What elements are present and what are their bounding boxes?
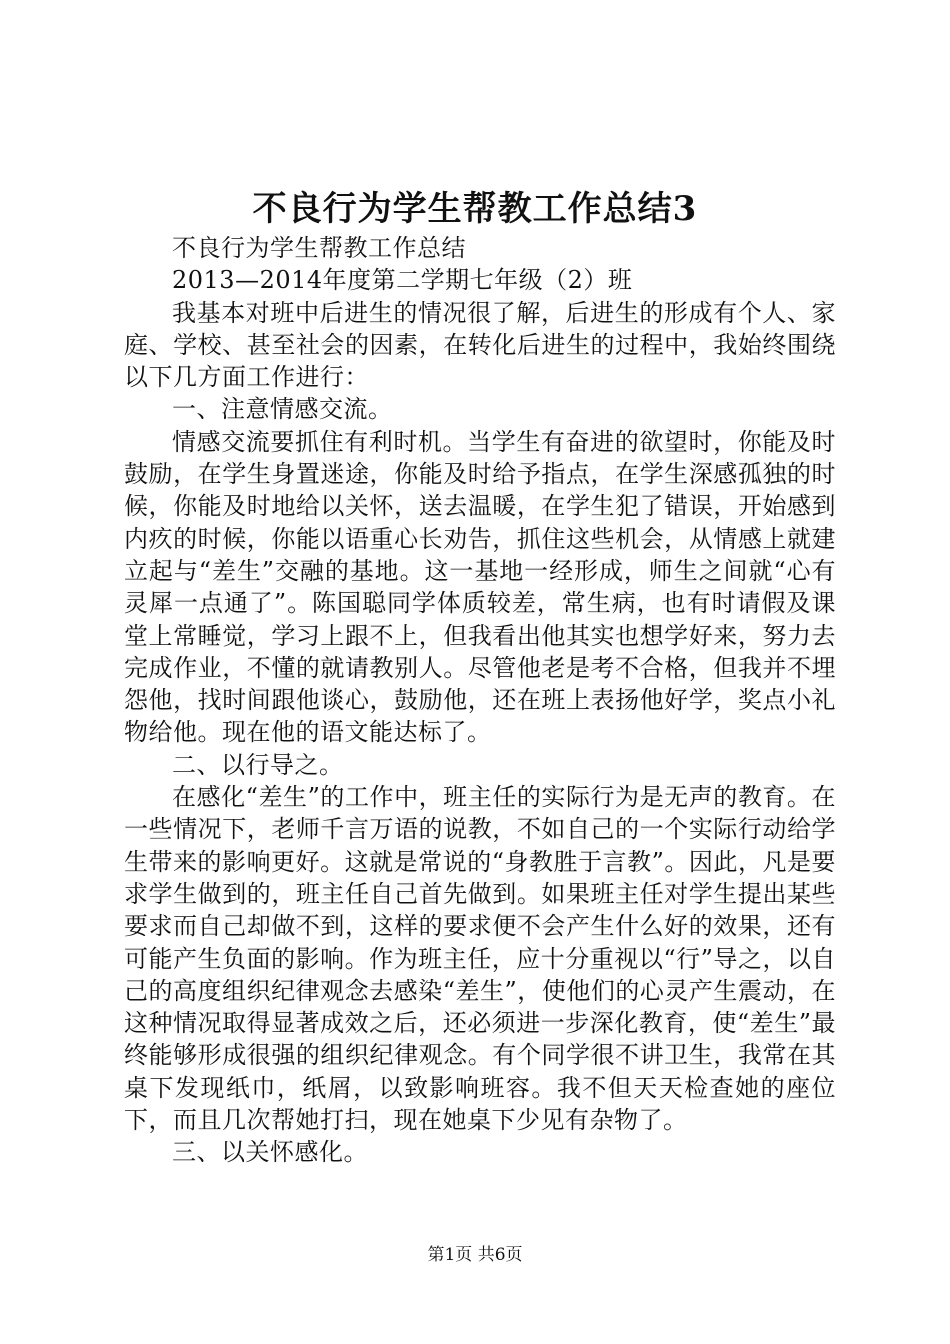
document-title: 不良行为学生帮教工作总结3 bbox=[252, 189, 698, 229]
section-heading: 二、以行导之。 bbox=[172, 750, 344, 779]
document-body bbox=[124, 232, 836, 1169]
section-heading: 三、以关怀感化。 bbox=[172, 1138, 368, 1167]
paragraph: 我基本对班中后进生的情况很了解，后进生的形成有个人、家庭、学校、甚至社会的因素，在转化后进生的过程中，我始终围绕以下几方面工作进行： bbox=[124, 298, 836, 392]
paragraph: 在感化“差生”的工作中，班主任的实际行为是无声的教育。在一些情况下，老师千言万语的说教，不如自己的一个实际行动给学生带来的影响更好。这就是常说的“身教胜于言教”。因此，凡是要求学生做到的，班主任自己首先做到。如果班主任对学生提出某些要求而自己却做不到，这样的要求便不会产生什么好的效果，还有可能产生负面的影响。作为班主任，应十分重视以“行”导之，以自己的高度组织纪律观念去感染“差生”，使他们的心灵产生震动，在这种情况取得显著成效之后，还必须进一步深化教育，使“差生”最终能够形成很强的组织纪律观念。有个同学很不讲卫生，我常在其桌下发现纸巾，纸屑，以致影响班容。我不但天天检查她的座位下，而且几次帮她打扫，现在她桌下少见有杂物了。 bbox=[124, 783, 836, 1135]
paragraph: 不良行为学生帮教工作总结 bbox=[172, 234, 466, 262]
section-heading: 一、注意情感交流。 bbox=[172, 395, 393, 424]
paragraph: 情感交流要抓住有利时机。当学生有奋进的欲望时，你能及时鼓励，在学生身置迷途，你能及时给予指点，在学生深感孤独的时候，你能及时地给以关怀，送去温暖，在学生犯了错误，开始感到内疚的时候，你能以语重心长劝告，抓住这些机会，从情感上就建立起与“差生”交融的基地。这一基地一经形成，师生之间就“心有灵犀一点通了”。陈国聪同学体质较差，常生病，也有时请假及课堂上常睡觉，学习上跟不上，但我看出他其实也想学好来，努力去完成作业，不懂的就请教别人。尽管他老是考不合格，但我并不埋怨他，找时间跟他谈心，鼓励他，还在班上表扬他好学，奖点小礼物给他。现在他的语文能达标了。 bbox=[124, 427, 836, 747]
paragraph: 2013—2014年度第二学期七年级（2）班 bbox=[172, 266, 633, 295]
page-footer: 第1页 共6页 bbox=[427, 1245, 523, 1265]
